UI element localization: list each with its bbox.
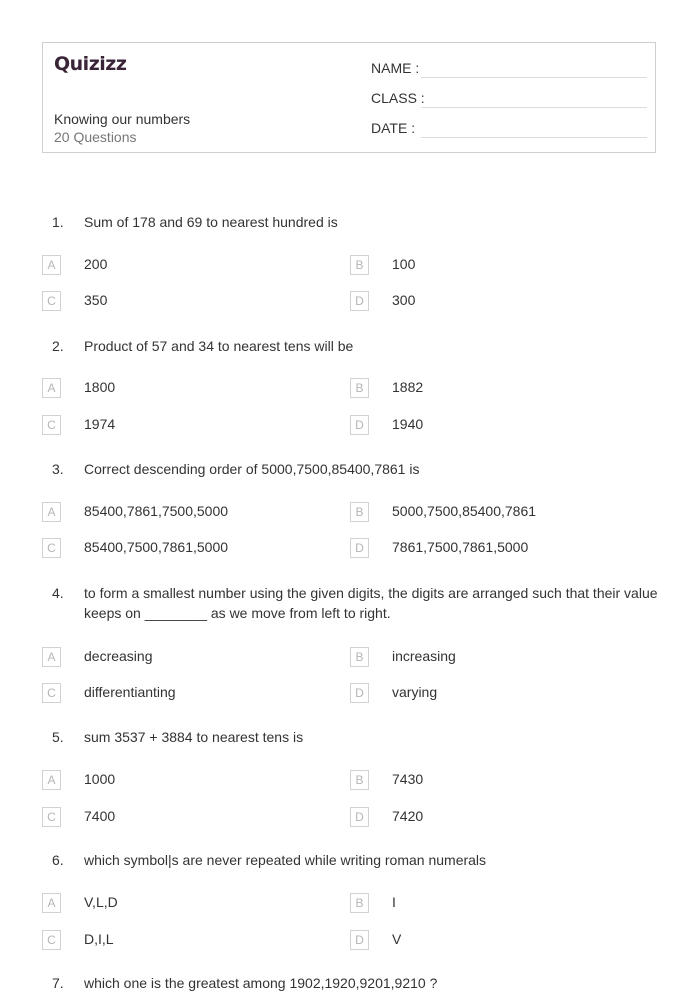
question-text: Sum of 178 and 69 to nearest hundred is (84, 214, 338, 230)
option-value: differentianting (84, 684, 176, 700)
option-letter: A (42, 647, 61, 667)
option-letter: D (350, 538, 369, 558)
option-value: increasing (392, 648, 456, 664)
question-number: 5. (52, 729, 64, 745)
option-letter: B (350, 893, 369, 913)
date-line (421, 137, 647, 138)
option-value: 200 (84, 256, 108, 272)
question-count: 20 Questions (54, 129, 137, 145)
class-line (421, 107, 647, 108)
option-letter: C (42, 538, 61, 558)
option-value: D,I,L (84, 931, 114, 947)
option-letter: B (350, 647, 369, 667)
option-value: 1000 (84, 771, 116, 787)
option-letter: A (42, 770, 61, 790)
option-letter: B (350, 378, 369, 398)
option-value: decreasing (84, 648, 153, 664)
option-value: 1882 (392, 379, 424, 395)
option-letter: C (42, 291, 61, 311)
option-value: 7400 (84, 808, 116, 824)
option-letter: B (350, 255, 369, 275)
option-letter: B (350, 502, 369, 522)
option-letter: B (350, 770, 369, 790)
question-number: 1. (52, 214, 64, 230)
option-letter: A (42, 893, 61, 913)
question-text: Correct descending order of 5000,7500,85400,7861 is (84, 461, 420, 477)
worksheet-title: Knowing our numbers (54, 111, 191, 127)
date-label: DATE : (371, 120, 416, 136)
option-value: 350 (84, 292, 108, 308)
question-number: 3. (52, 461, 64, 477)
option-letter: D (350, 683, 369, 703)
quizizz-logo: Quizizz (54, 53, 127, 75)
question-number: 4. (52, 585, 64, 601)
date-field[interactable] (371, 120, 647, 140)
option-letter: C (42, 683, 61, 703)
name-line (421, 77, 647, 78)
class-field[interactable] (371, 90, 647, 110)
option-value: 7861,7500,7861,5000 (392, 539, 529, 555)
option-value: 1800 (84, 379, 116, 395)
worksheet-header (42, 42, 656, 153)
option-value: 85400,7861,7500,5000 (84, 503, 229, 519)
option-letter: D (350, 930, 369, 950)
option-value: varying (392, 684, 438, 700)
class-label: CLASS : (371, 90, 425, 106)
question-number: 2. (52, 338, 64, 354)
question-text: which symbol|s are never repeated while writing roman numerals (84, 852, 487, 868)
option-value: 1940 (392, 416, 424, 432)
option-value: 300 (392, 292, 416, 308)
question-number: 7. (52, 975, 64, 991)
question-text: sum 3537 + 3884 to nearest tens is (84, 729, 304, 745)
option-value: 85400,7500,7861,5000 (84, 539, 229, 555)
question-text: which one is the greatest among 1902,1920,9201,9210 ? (84, 975, 438, 991)
question-text: to form a smallest number using the given digits, the digits are arranged such that their value keeps on ________ as we move from left to right. (84, 585, 658, 621)
option-letter: D (350, 291, 369, 311)
option-value: 1974 (84, 416, 116, 432)
option-value: 100 (392, 256, 416, 272)
option-value: I (392, 894, 396, 910)
option-letter: D (350, 415, 369, 435)
option-value: 7430 (392, 771, 424, 787)
option-value: 5000,7500,85400,7861 (392, 503, 537, 519)
option-letter: D (350, 807, 369, 827)
option-letter: C (42, 930, 61, 950)
option-letter: C (42, 415, 61, 435)
option-letter: A (42, 502, 61, 522)
option-letter: A (42, 255, 61, 275)
question-text: Product of 57 and 34 to nearest tens will be (84, 338, 354, 354)
option-value: V (392, 931, 402, 947)
option-value: V,L,D (84, 894, 118, 910)
question-number: 6. (52, 852, 64, 868)
option-letter: A (42, 378, 61, 398)
name-field[interactable] (371, 60, 647, 80)
name-label: NAME : (371, 60, 420, 76)
option-value: 7420 (392, 808, 424, 824)
option-letter: C (42, 807, 61, 827)
